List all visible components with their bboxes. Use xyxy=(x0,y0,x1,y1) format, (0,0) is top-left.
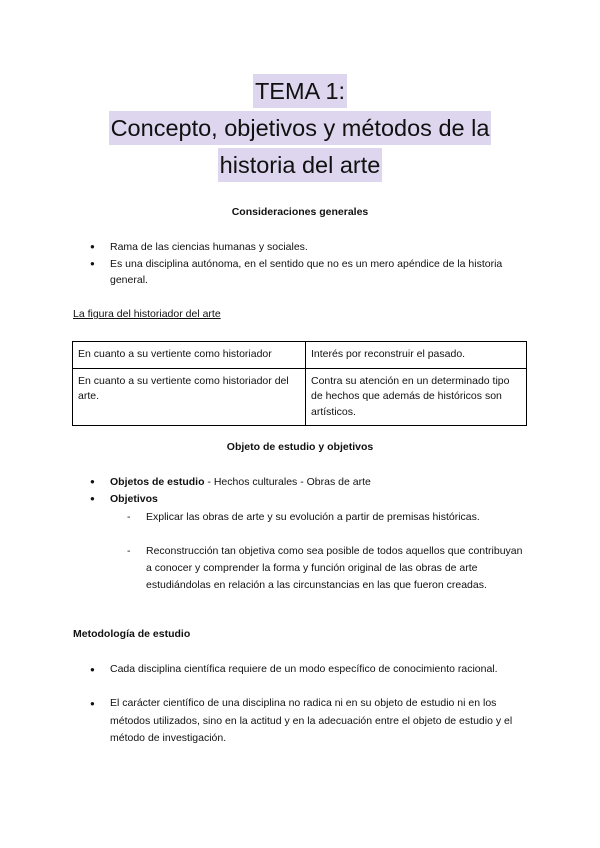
list-item: ● Rama de las ciencias humanas y sociales. xyxy=(90,239,530,256)
list-objeto xyxy=(90,474,530,507)
heading-consideraciones: Consideraciones generales xyxy=(231,206,369,218)
list-metodologia-1 xyxy=(90,661,530,679)
heading-objeto: Objeto de estudio y objetivos xyxy=(226,441,374,453)
title-line-2: Concepto, objetivos y métodos de la xyxy=(109,111,492,145)
list-item: ● El carácter científico de una disciplina no radica ni en su objeto de estudio ni en los métodos utilizados, sino en la actitud y en la adecuación entre el objeto de estudio y el método de investigación. xyxy=(90,695,530,748)
list-item xyxy=(90,491,530,508)
label-objetivos: Objetivos xyxy=(110,492,158,505)
sublist-objetivos-1 xyxy=(127,509,527,526)
sublist-objetivos-2 xyxy=(127,543,527,594)
list-item xyxy=(90,474,530,491)
table-row xyxy=(73,368,527,426)
historian-table xyxy=(72,341,527,426)
label-objetos-de-estudio: Objetos de estudio xyxy=(110,476,205,488)
table-cell: Contra su atención en un determinado tipo de hechos que además de históricos son artísticos. xyxy=(306,368,527,426)
title-line-1: TEMA 1: xyxy=(253,74,347,108)
heading-figura: La figura del historiador del arte xyxy=(73,308,221,320)
document-title xyxy=(0,74,600,185)
list-item: ● Cada disciplina científica requiere de un modo específico de conocimiento racional. xyxy=(90,661,530,679)
list-consideraciones xyxy=(90,239,530,289)
list-metodologia-2 xyxy=(90,695,530,748)
objetos-de-estudio-text: - Hechos culturales - Obras de arte xyxy=(204,476,371,488)
list-item: ● Es una disciplina autónoma, en el sentido que no es un mero apéndice de la historia general. xyxy=(90,256,530,289)
table-row xyxy=(73,342,527,369)
list-item: - Reconstrucción tan objetiva como sea posible de todos aquellos que contribuyan a conocer y comprender la forma y función original de las obras de arte estudiándolas en relación a las circunstancias en las que fueron creadas. xyxy=(127,543,527,594)
title-line-3: historia del arte xyxy=(218,148,383,182)
table-cell: Interés por reconstruir el pasado. xyxy=(306,342,527,369)
heading-metodologia: Metodología de estudio xyxy=(73,628,191,640)
list-item: - Explicar las obras de arte y su evolución a partir de premisas históricas. xyxy=(127,509,527,526)
table-cell: En cuanto a su vertiente como historiador xyxy=(73,342,306,369)
table-cell: En cuanto a su vertiente como historiador del arte. xyxy=(73,368,306,426)
